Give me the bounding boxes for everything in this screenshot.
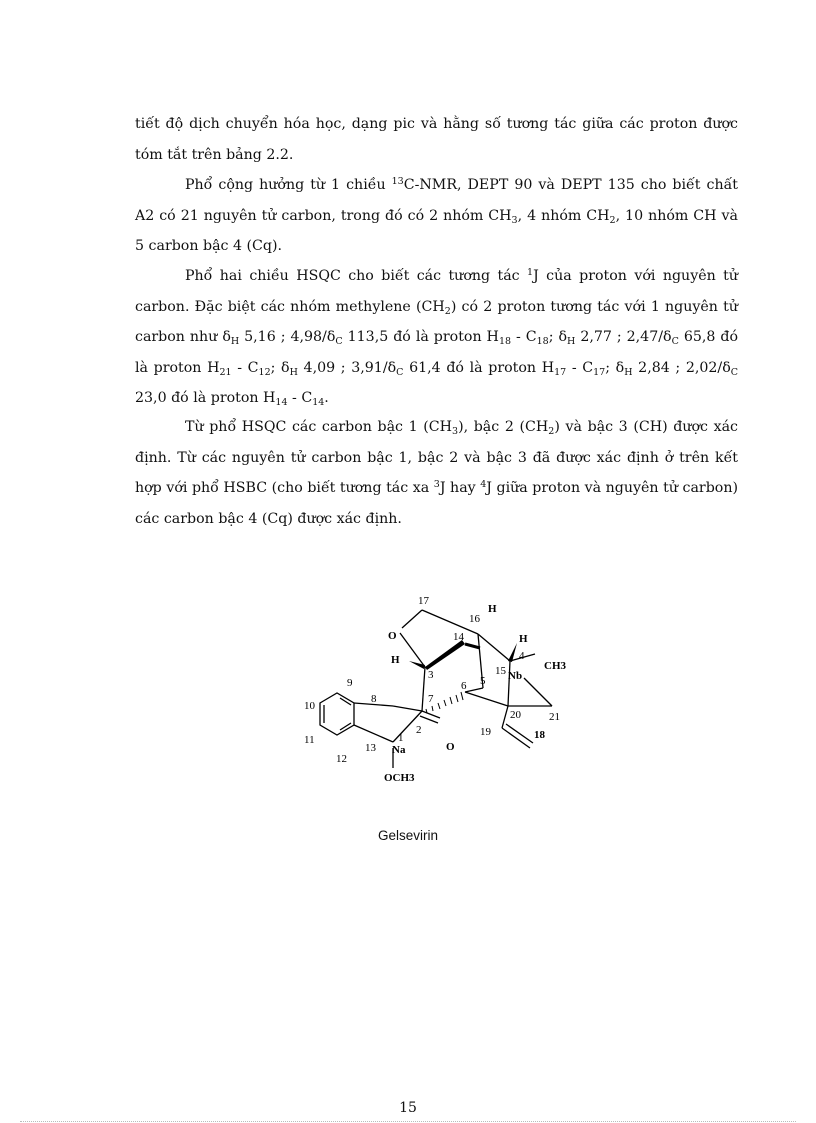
label-19: 19: [480, 726, 491, 738]
text-fragment: H: [289, 366, 298, 378]
text-fragment: 23,0 đó là proton H: [135, 390, 276, 406]
text-fragment: 14: [275, 397, 288, 408]
text-fragment: tiết độ dịch chuyển hóa học, dạng pic và hằng số tương tác giữa các proton được tóm tắt trên bảng 2.2.: [135, 116, 738, 163]
text-fragment: ) có 2 proton tương tác với 1 nguyên tử carbon như δ: [135, 298, 738, 345]
bold-bond-c14-c15: [465, 644, 480, 648]
label-h3: H: [391, 654, 400, 666]
text-fragment: 12: [258, 366, 271, 378]
text-fragment: 2: [444, 305, 451, 317]
gelsevirin-structure-figure: [290, 588, 580, 788]
text-fragment: .: [324, 390, 329, 406]
text-fragment: C: [335, 336, 343, 347]
paragraph-3: [135, 261, 738, 414]
label-h16: H: [488, 603, 497, 615]
text-fragment: 3: [433, 479, 440, 490]
text-fragment: C: [730, 366, 739, 378]
text-fragment: C: [396, 366, 404, 378]
text-fragment: 14: [312, 397, 325, 408]
label-9: 9: [347, 677, 353, 689]
text-fragment: 21: [219, 366, 232, 378]
label-8: 8: [371, 693, 377, 705]
text-fragment: 3: [511, 214, 518, 226]
text-fragment: , 4 nhóm CH: [517, 207, 610, 224]
label-10: 10: [304, 700, 315, 712]
label-18: 18: [534, 729, 545, 741]
label-2: 2: [416, 724, 422, 736]
paragraph-1: [135, 109, 738, 170]
label-13: 13: [365, 742, 376, 754]
text-fragment: H: [230, 336, 240, 347]
label-16: 16: [469, 613, 480, 625]
text-fragment: ) và bậc 3 (CH) được xác định. Từ các nguyên tử carbon bậc 1, bậc 2 và bậc 3 đã được xác định ở trên kết hợp với phổ HSBC (cho biết tương tác xa: [135, 419, 738, 496]
text-fragment: 5,16 ; 4,98/δ: [239, 329, 336, 345]
text-fragment: ; δ: [548, 329, 568, 345]
text-fragment: 2,84 ; 2,02/δ: [632, 359, 731, 376]
text-fragment: - C: [231, 359, 259, 376]
text-fragment: 4: [480, 479, 487, 490]
label-20: 20: [510, 709, 521, 721]
text-fragment: 3: [452, 426, 459, 437]
label-5: 5: [480, 675, 486, 687]
label-21: 21: [549, 711, 560, 723]
text-fragment: 2,77 ; 2,47/δ: [575, 329, 672, 345]
text-fragment: Phổ hai chiều HSQC cho biết các tương tác: [185, 268, 528, 284]
text-fragment: ), bậc 2 (CH: [458, 419, 549, 435]
text-fragment: 13: [391, 176, 404, 187]
label-12: 12: [336, 753, 347, 765]
text-fragment: , 10 nhóm CH và 5 carbon bậc 4 (Cq).: [135, 207, 738, 254]
label-o-carbonyl: O: [446, 741, 455, 753]
text-fragment: 61,4 đó là proton H: [403, 359, 555, 376]
text-fragment: Từ phổ HSQC các carbon bậc 1 (CH: [185, 419, 453, 435]
label-4: 4: [519, 650, 525, 662]
text-fragment: Phổ cộng hưởng từ 1 chiều: [185, 177, 392, 193]
text-fragment: - C: [566, 359, 594, 376]
text-fragment: C: [671, 336, 679, 347]
page-number: 15: [399, 1100, 417, 1116]
text-fragment: 65,8 đó là proton H: [135, 329, 739, 376]
text-fragment: H: [567, 336, 576, 347]
label-3: 3: [428, 669, 434, 681]
text-fragment: 2: [548, 426, 555, 437]
text-fragment: 17: [554, 366, 567, 378]
text-fragment: - C: [511, 329, 537, 345]
label-na: Na: [392, 744, 406, 756]
text-fragment: H: [624, 366, 633, 378]
text-fragment: 17: [593, 366, 606, 378]
label-17: 17: [418, 595, 429, 607]
label-nb: Nb: [508, 670, 523, 682]
label-11: 11: [304, 734, 315, 746]
page-bottom-rule: [20, 1121, 796, 1122]
text-fragment: J giữa proton và nguyên tử carbon) các carbon bậc 4 (Cq) được xác định.: [135, 480, 738, 527]
text-fragment: 1: [527, 267, 534, 278]
label-ch3: CH3: [544, 660, 566, 672]
label-o-ring: O: [388, 630, 397, 642]
text-fragment: J của proton với nguyên tử carbon. Đặc biệt các nhóm methylene (CH: [135, 268, 739, 315]
structure-bonds: [320, 610, 552, 768]
wedge-bond-c14: [425, 640, 465, 670]
text-fragment: ; δ: [270, 359, 290, 376]
label-14: 14: [453, 631, 464, 643]
label-och3: OCH3: [384, 772, 415, 784]
figure-caption: Gelsevirin: [377, 828, 439, 843]
text-fragment: - C: [287, 390, 313, 406]
text-fragment: C-NMR, DEPT 90 và DEPT 135 cho biết chất A2 có 21 nguyên tử carbon, trong đó có 2 nhóm CH: [135, 177, 738, 224]
text-fragment: 113,5 đó là proton H: [342, 329, 499, 345]
paragraph-2: [135, 170, 738, 262]
text-fragment: J hay: [439, 480, 481, 496]
text-fragment: 18: [536, 336, 549, 347]
label-1: 1: [398, 732, 404, 744]
text-fragment: ; δ: [605, 359, 625, 376]
wedge-bond-h3: [409, 661, 425, 669]
label-15: 15: [495, 665, 506, 677]
text-fragment: 4,09 ; 3,91/δ: [297, 359, 397, 376]
label-6: 6: [461, 680, 467, 692]
text-fragment: 2: [609, 214, 616, 226]
paragraph-4: [135, 412, 738, 534]
text-fragment: 18: [498, 336, 512, 347]
label-7: 7: [428, 693, 434, 705]
label-h4: H: [519, 633, 528, 645]
